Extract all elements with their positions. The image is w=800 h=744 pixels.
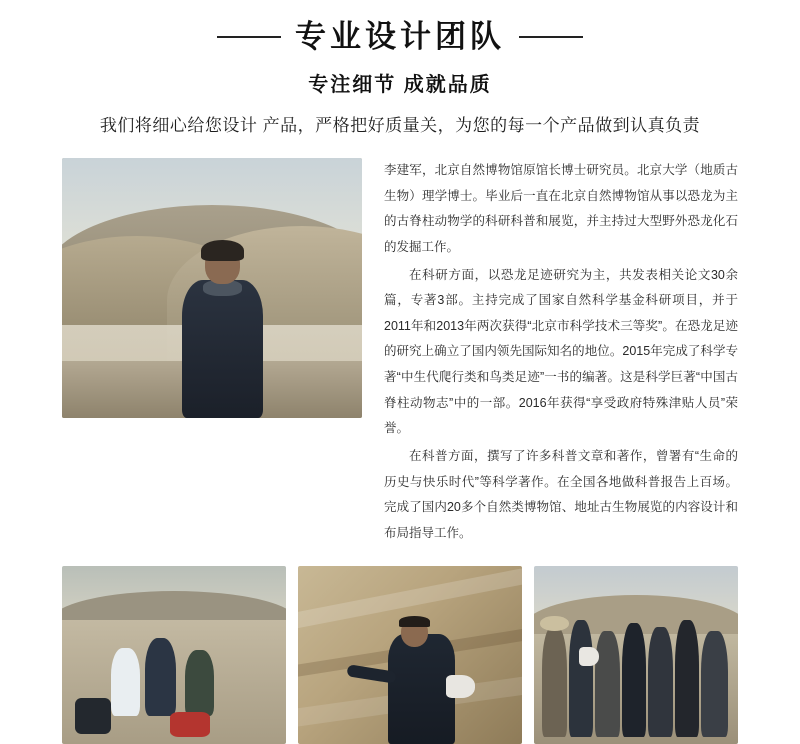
portrait-person-hair <box>201 240 243 261</box>
title-rule-left <box>217 36 281 38</box>
group-tour-photo <box>534 566 738 744</box>
group-tour-person-3 <box>595 631 619 738</box>
bio-paragraph-3: 在科普方面，撰写了许多科普文章和著作，曾署有“生命的历史与快乐时代”等科学著作。在全国各地做科普报告上百场。完成了国内20多个自然类博物馆、地址古生物展览的内容设计和布局指导工作。 <box>384 448 738 540</box>
group-tour-person-6 <box>675 620 699 737</box>
page-tagline: 我们将细心给您设计 产品，严格把好质量关，为您的每一个产品做到认真负责 <box>99 116 701 136</box>
megaphone-icon <box>446 675 475 698</box>
field-team-person-2 <box>145 638 176 716</box>
page-header <box>0 0 800 136</box>
sun-hat-icon <box>540 616 569 630</box>
group-tour-person-2 <box>569 620 593 737</box>
profile-section <box>0 158 800 548</box>
field-team-red-bag <box>170 712 210 737</box>
title-row <box>0 20 800 54</box>
page-subtitle: 专注细节 成就品质 <box>308 74 492 97</box>
portrait-person-body <box>182 280 263 418</box>
group-tour-person-4 <box>622 623 646 737</box>
field-team-person-3 <box>185 650 214 716</box>
page-title: 专业设计团队 <box>295 19 505 54</box>
group-tour-person-1 <box>542 627 566 737</box>
bio-text <box>384 158 738 548</box>
group-tour-person-7 <box>701 631 728 738</box>
field-team-person-1 <box>111 648 140 716</box>
portrait-person <box>182 244 263 418</box>
rock-layer-photo <box>298 566 522 744</box>
rock-presenter-body <box>388 634 455 744</box>
photo-gallery <box>0 566 800 744</box>
field-team-photo <box>62 566 286 744</box>
megaphone-icon <box>579 647 599 667</box>
rock-presenter-hair <box>399 616 430 627</box>
field-team-backpack <box>75 698 111 734</box>
group-tour-person-5 <box>648 627 672 737</box>
title-rule-right <box>519 36 583 38</box>
bio-paragraph-1: 李建军，北京自然博物馆原馆长博士研究员。北京大学（地质古生物）理学博士。毕业后一直在北京自然博物馆从事以恐龙为主的古脊柱动物学的科研科普和展览，并主持过大型野外恐龙化石的发掘工作。 <box>384 163 738 254</box>
bio-paragraph-2: 在科研方面，以恐龙足迹研究为主，共发表相关论文30余篇，专著3部。主持完成了国家自然科学基金科研项目，并于2011年和2013年两次获得“北京市科学技术三等奖”。在恐龙足迹的研究上确立了国内领先国际知名的地位。2015年完成了科学专著“中生代爬行类和鸟类足迹”一书的编著。这是科学巨著“中国古脊柱动物志”中的一部。2016年获得“享受政府特殊津贴人员”荣誉。 <box>384 267 738 436</box>
portrait-photo <box>62 158 362 418</box>
